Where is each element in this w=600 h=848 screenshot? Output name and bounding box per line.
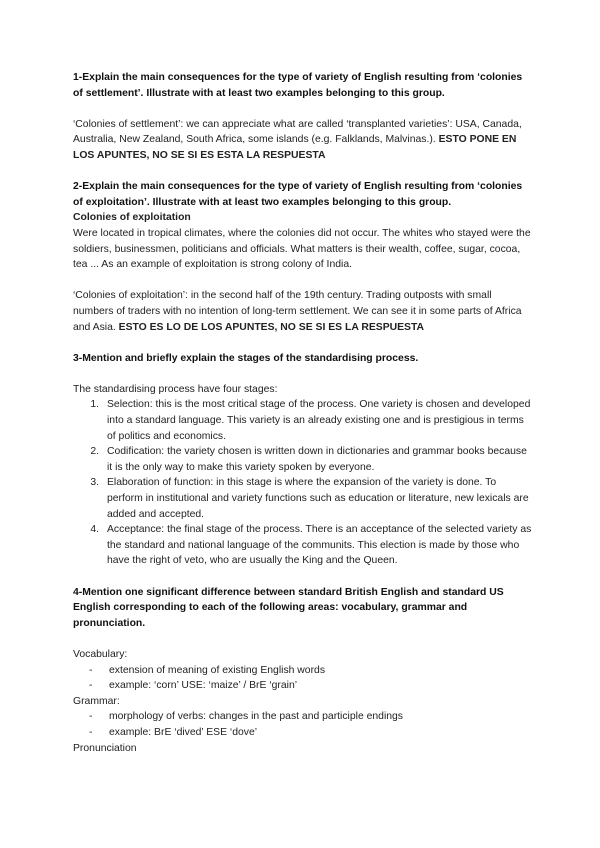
list-item xyxy=(89,725,533,741)
list-item xyxy=(89,522,533,569)
answer-1-text: ‘Colonies of settlement’: we can appreciate what are called ‘transplanted varieties’: USA, Canada, Australia, New Zealand, South Africa, some islands (e.g. Falklands, Malvinas.). xyxy=(73,118,522,146)
answer-2-subheading: Colonies of exploitation xyxy=(73,212,191,224)
list-item-text: morphology of verbs: changes in the past and participle endings xyxy=(109,711,404,723)
question-3: 3-Mention and briefly explain the stages of the standardising process. xyxy=(73,352,419,364)
list-item-text: example: ‘corn’ USE: ‘maize’ / BrE ‘grain’ xyxy=(109,680,298,692)
answer-2-text: ‘Colonies of exploitation’: in the second half of the 19th century. Trading outposts with small numbers of traders with no intention of long-term settlement. We can see it in some parts of Africa and Asia. xyxy=(73,290,522,333)
vocabulary-label: Vocabulary: xyxy=(73,648,128,660)
list-item-text: Codification: the variety chosen is written down in dictionaries and grammar books because it is the only way to make this variety spoken by everyone. xyxy=(107,446,527,473)
list-item-text: Acceptance: the final stage of the process. There is an acceptance of the selected variety as the standard and national language of the communits. This election is made by those who have the right of veto, who are usually the King and the Queen. xyxy=(107,524,532,567)
list-item-text: Elaboration of function: in this stage is where the expansion of the variety is done. To perform in institutional and variety functions such as education or literature, new lexicals are added and accepted. xyxy=(107,477,529,520)
list-item-number: 1. xyxy=(90,399,99,411)
answer-2-para-1: Were located in tropical climates, where the colonies did not occur. The whites who stayed were the soldiers, businessmen, politicians and officials. What matters is their wealth, coffee, sugar, cocoa, tea ... As an example of exploitation is strong colony of India. xyxy=(73,227,531,271)
list-item xyxy=(89,475,533,522)
list-item xyxy=(89,678,533,694)
list-item xyxy=(89,663,533,679)
list-item-text: example: BrE ‘dived’ ESE ‘dove’ xyxy=(109,726,258,738)
answer-1-note: ESTO PONE EN LOS APUNTES, NO SE SI ES ESTA LA RESPUESTA xyxy=(73,134,517,161)
answer-2-note: ESTO ES LO DE LOS APUNTES, NO SE SI ES LA RESPUESTA xyxy=(118,321,425,333)
dash-bullet: - xyxy=(89,680,93,692)
list-item xyxy=(89,444,533,475)
question-4: 4-Mention one significant difference between standard British English and standard US English corresponding to each of the following areas: vocabulary, grammar and pronunciation. xyxy=(73,586,504,629)
grammar-label: Grammar: xyxy=(73,695,120,707)
document-page xyxy=(73,70,533,756)
list-item-number: 2. xyxy=(90,446,99,458)
dash-bullet: - xyxy=(89,664,93,676)
answer-2-para-2 xyxy=(73,288,533,335)
dash-bullet: - xyxy=(89,726,93,738)
pronunciation-label: Pronunciation xyxy=(73,742,137,754)
vocabulary-list xyxy=(73,663,533,694)
dash-bullet: - xyxy=(89,711,93,723)
answer-3-intro: The standardising process have four stages: xyxy=(73,383,278,395)
question-2: 2-Explain the main consequences for the type of variety of English resulting from ‘colonies of exploitation’. Illustrate with at least two examples belonging to this group. xyxy=(73,181,523,208)
list-item xyxy=(89,709,533,725)
stages-list xyxy=(73,397,533,569)
question-1: 1-Explain the main consequences for the type of variety of English resulting from ‘colonies of settlement’. Illustrate with at least two examples belonging to this group. xyxy=(73,72,523,99)
list-item-text: Selection: this is the most critical stage of the process. One variety is chosen and developed into a standard language. This variety is an already existing one and is prestigious in terms of politics and economics. xyxy=(107,399,531,442)
list-item-number: 3. xyxy=(90,477,99,489)
list-item-text: extension of meaning of existing English words xyxy=(109,664,326,676)
list-item-number: 4. xyxy=(90,524,99,536)
answer-1 xyxy=(73,117,533,164)
grammar-list xyxy=(73,709,533,740)
list-item xyxy=(89,397,533,444)
